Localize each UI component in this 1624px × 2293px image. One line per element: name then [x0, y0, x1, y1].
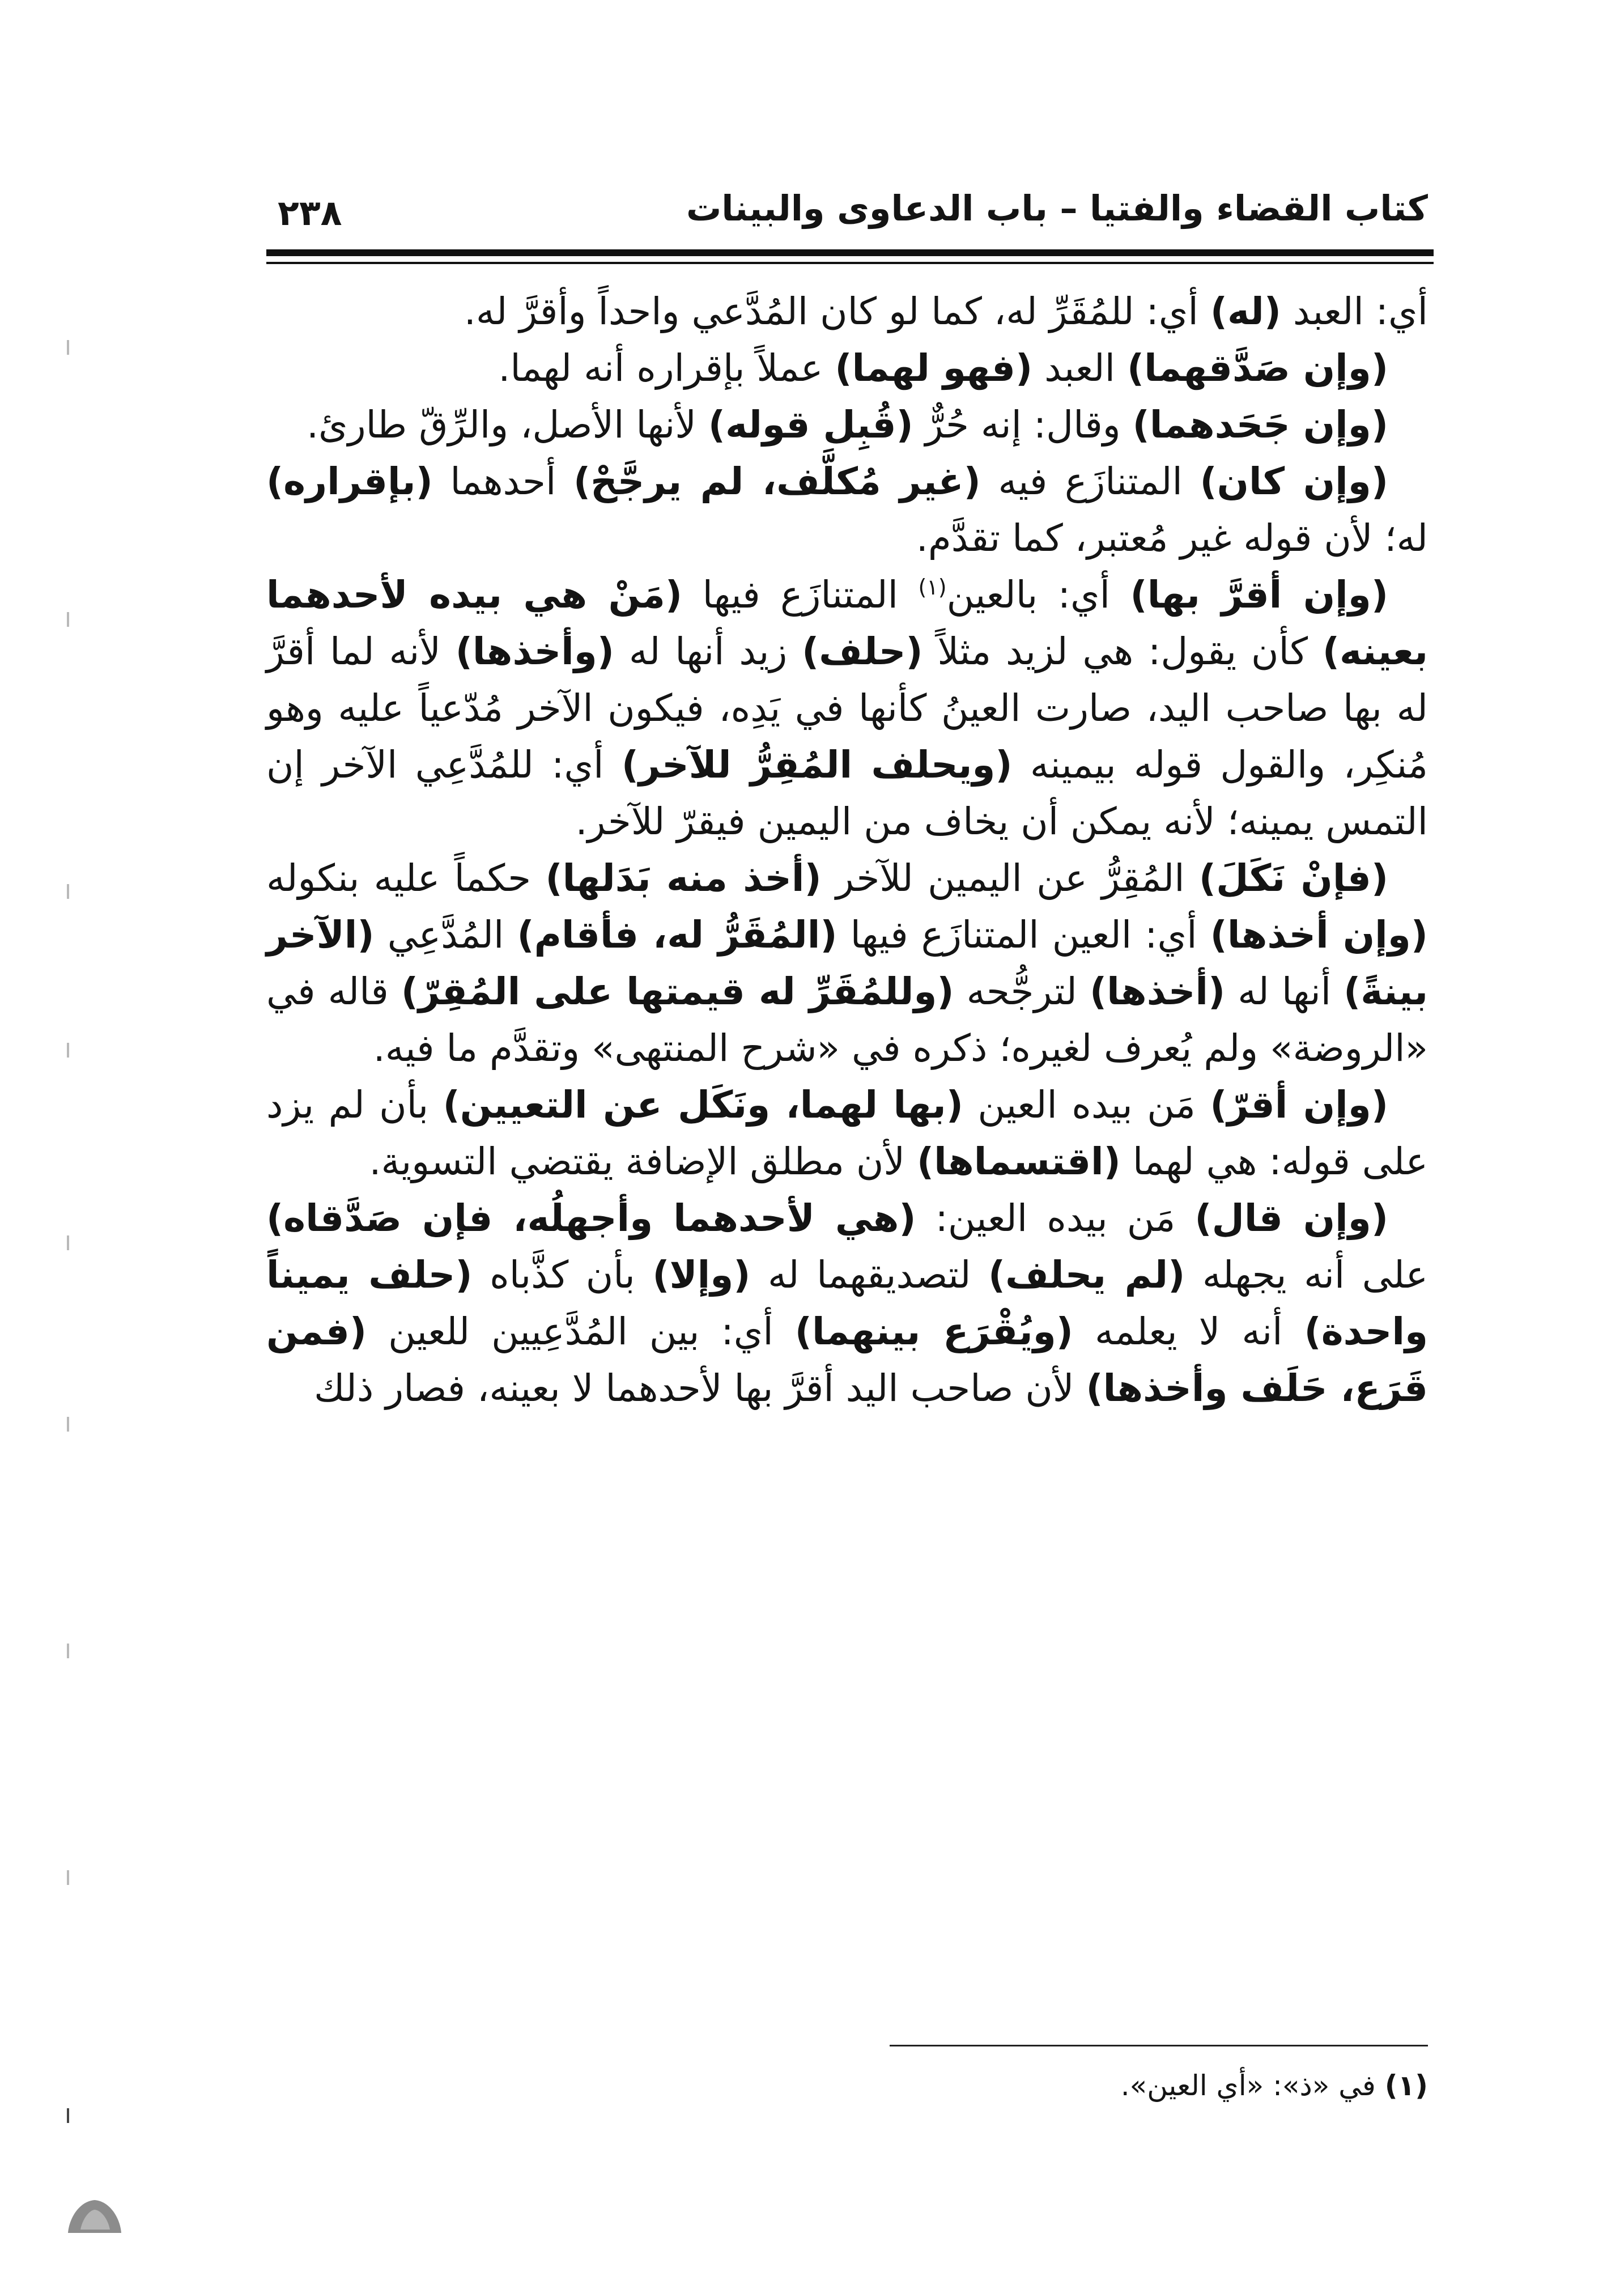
commentary-text: على أنه يجهله	[1185, 1253, 1429, 1297]
footnote	[266, 2063, 1428, 2108]
matn-text: (ويُقْرَع بينهما)	[794, 1310, 1073, 1353]
commentary-text: أي: بين المُدَّعِيين للعين	[367, 1310, 795, 1353]
commentary-text: مَن بيده العين:	[916, 1196, 1195, 1240]
matn-text: (أخذها)	[1089, 970, 1226, 1013]
corner-seal-icon	[63, 2196, 126, 2236]
matn-text: (فمن قَرَع، حَلَف وأخذها)	[266, 1310, 1428, 1410]
paragraph	[266, 453, 1428, 567]
paragraph	[266, 340, 1428, 397]
matn-text: (وإن كان)	[1200, 460, 1388, 503]
matn-text: (هي لأحدهما وأجهلُه، فإن صَدَّقاه)	[266, 1196, 916, 1240]
matn-text: (بها لهما، ونَكَل عن التعيين)	[443, 1083, 963, 1127]
commentary-text: أي: العين المتنازَع فيها	[837, 913, 1210, 957]
matn-text: (فإنْ نَكَلَ)	[1198, 856, 1388, 900]
footnote-text: في «ذ»: «أي العين».	[1120, 2069, 1376, 2102]
commentary-text: أي: العبد	[1281, 290, 1428, 333]
matn-text: (اقتسماها)	[917, 1140, 1121, 1183]
matn-text: (لم يحلف)	[988, 1253, 1185, 1297]
paragraph	[266, 1077, 1428, 1190]
matn-text: (الآخر بينةً)	[266, 913, 1428, 1013]
footnote-number: (١)	[1384, 2069, 1428, 2102]
matn-text: (غير مُكلَّف، لم يرجَّحْ)	[573, 460, 981, 503]
commentary-text: لأن صاحب اليد أقرَّ بها لأحدهما لا بعينه، فصار ذلك	[314, 1366, 1086, 1410]
matn-text: (وأخذها)	[455, 630, 614, 673]
scan-edge-mark	[67, 612, 69, 627]
commentary-text: عملاً بإقراره أنه لهما.	[498, 346, 835, 390]
matn-text: (وإن أقرّ)	[1210, 1083, 1388, 1127]
scan-edge-mark	[67, 884, 69, 899]
matn-text: (مَنْ هي بيده لأحدهما بعينه)	[266, 573, 1428, 673]
matn-text: (حلف)	[802, 630, 923, 673]
commentary-text: بأن لم يزد على قوله: هي لهما	[266, 1083, 1428, 1183]
matn-text: (وللمُقَرِّ له قيمتها على المُقِرّ)	[401, 970, 954, 1013]
paragraph	[266, 850, 1428, 1077]
commentary-text: زيد أنها له	[614, 630, 802, 673]
commentary-text: مَن بيده العين	[963, 1083, 1210, 1127]
scan-edge-mark	[67, 1417, 69, 1432]
commentary-text: أي: للمُقَرِّ له، كما لو كان المُدَّعي واحداً وأقرَّ له.	[464, 290, 1210, 333]
commentary-text: لأنها الأصل، والرِّقّ طارئ.	[307, 403, 708, 447]
commentary-text: بأن كذَّباه	[472, 1253, 653, 1297]
matn-text: (وإن صَدَّقهما)	[1126, 346, 1388, 390]
paragraph	[266, 397, 1428, 453]
commentary-text: لترجُّحه	[954, 970, 1090, 1013]
matn-text: (وإلا)	[652, 1253, 751, 1297]
page-number: ٢٣٨	[278, 192, 342, 233]
scan-edge-mark	[67, 1043, 69, 1058]
scan-edge-mark	[67, 1235, 69, 1250]
matn-text: (وإن قال)	[1194, 1196, 1388, 1240]
matn-text: (بإقراره)	[266, 460, 433, 503]
scan-edge-mark	[67, 340, 69, 355]
commentary-text: المُدَّعِي	[374, 913, 517, 957]
commentary-text: العبد	[1032, 346, 1127, 390]
matn-text: (له)	[1210, 290, 1281, 333]
commentary-text: وقال: إنه حُرٌّ	[913, 403, 1133, 447]
matn-text: (وإن أخذها)	[1210, 913, 1428, 957]
scan-edge-mark	[67, 2108, 69, 2123]
commentary-text: حكماً عليه بنكوله	[266, 856, 546, 900]
commentary-text: المتنازَع فيه	[980, 460, 1200, 503]
header-rule-thick	[266, 249, 1434, 256]
matn-text: (وإن أقرَّ بها)	[1130, 573, 1388, 617]
paragraph	[266, 283, 1428, 340]
commentary-text: أحدهما	[432, 460, 573, 503]
commentary-text: المُقِرُّ عن اليمين للآخر	[821, 856, 1199, 900]
matn-text: (قُبِل قوله)	[708, 403, 913, 447]
paragraph	[266, 567, 1428, 850]
commentary-text: لأنه لما أقرَّ له بها صاحب اليد، صارت العينُ كأنها في يَدِه، فيكون الآخر مُدّعياً عليه وهو مُنكِر، والقول قوله بيمينه	[266, 630, 1428, 787]
page-header	[278, 184, 1428, 249]
body-text	[266, 283, 1428, 1417]
commentary-text: أي: للمُدَّعِي الآخر إن التمس يمينه؛ لأنه يمكن أن يخاف من اليمين فيقرّ للآخر.	[266, 743, 1428, 843]
commentary-text: المتنازَع فيها	[682, 573, 919, 617]
commentary-text: لتصديقهما له	[750, 1253, 989, 1297]
matn-text: (حلف يميناً واحدة)	[266, 1253, 1429, 1353]
commentary-text: أنها له	[1225, 970, 1344, 1013]
scan-edge-mark	[67, 1644, 69, 1658]
commentary-text: أي: بالعين	[946, 573, 1130, 617]
matn-text: (وإن جَحَدهما)	[1132, 403, 1388, 447]
footnote-reference: (١)	[918, 575, 947, 600]
matn-text: (أخذ منه بَدَلها)	[545, 856, 822, 900]
footnote-separator	[890, 2045, 1428, 2046]
commentary-text: قاله في «الروضة» ولم يُعرف لغيره؛ ذكره في «شرح المنتهى» وتقدَّم ما فيه.	[266, 970, 1428, 1070]
running-title: كتاب القضاء والفتيا – باب الدعاوى والبينات	[686, 188, 1428, 229]
commentary-text: له؛ لأن قوله غير مُعتبر، كما تقدَّم.	[916, 516, 1428, 560]
header-rule-thin	[266, 262, 1434, 264]
scan-edge-mark	[67, 1870, 69, 1885]
paragraph	[266, 1190, 1428, 1417]
matn-text: (فهو لهما)	[835, 346, 1033, 390]
matn-text: (المُقَرُّ له، فأقام)	[517, 913, 837, 957]
commentary-text: أنه لا يعلمه	[1073, 1310, 1304, 1353]
commentary-text: لأن مطلق الإضافة يقتضي التسوية.	[369, 1140, 917, 1183]
commentary-text: كأن يقول: هي لزيد مثلاً	[922, 630, 1323, 673]
matn-text: (ويحلف المُقِرُّ للآخر)	[621, 743, 1013, 787]
